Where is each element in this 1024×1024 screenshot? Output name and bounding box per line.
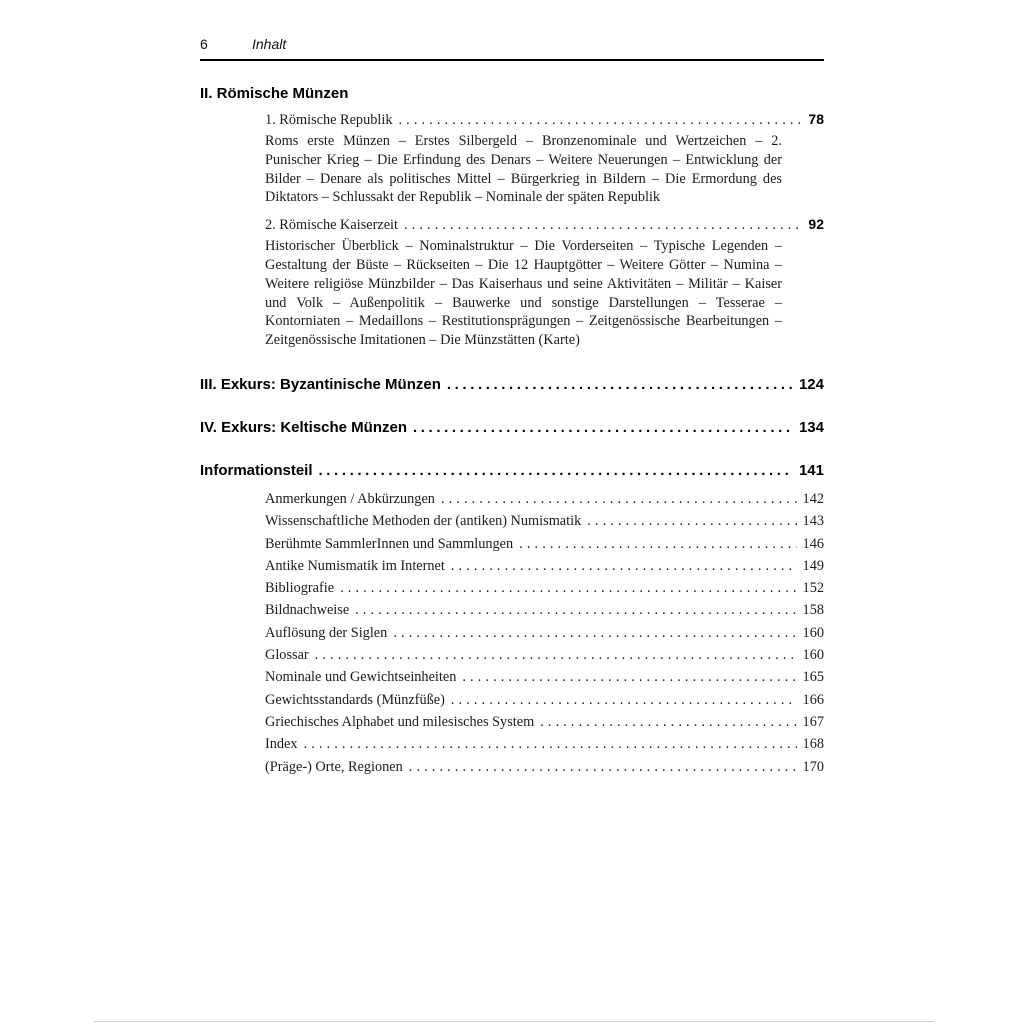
section-title: Informationsteil — [200, 461, 313, 479]
list-item — [265, 689, 824, 711]
dot-leader — [340, 577, 796, 599]
dot-leader — [519, 533, 796, 555]
list-item-page: 170 — [802, 758, 824, 775]
list-item-page: 167 — [802, 713, 824, 730]
list-item — [265, 533, 824, 555]
page-number: 6 — [200, 36, 208, 52]
list-item — [265, 622, 824, 644]
list-item — [265, 488, 824, 510]
list-item-page: 166 — [802, 691, 824, 708]
toc-entry-page: 92 — [808, 216, 824, 233]
dot-leader — [451, 689, 797, 711]
list-item-page: 165 — [802, 669, 824, 686]
list-item-label: Glossar — [265, 647, 309, 664]
dot-leader — [355, 599, 796, 621]
list-item-page: 142 — [802, 490, 824, 507]
list-item-label: Berühmte SammlerInnen und Sammlungen — [265, 535, 514, 552]
list-item — [265, 599, 824, 621]
section-title: III. Exkurs: Byzantinische Münzen — [200, 375, 441, 393]
dot-leader — [462, 666, 796, 688]
section-page: 141 — [798, 461, 824, 479]
page-header — [200, 0, 824, 52]
section-row-celtic — [200, 419, 824, 436]
dot-leader — [413, 419, 793, 436]
toc-content — [200, 0, 824, 778]
toc-entry-roman-empire — [265, 216, 824, 234]
list-item — [265, 555, 824, 577]
section-heading-roman-coins: II. Römische Münzen — [200, 85, 349, 102]
dot-leader — [398, 112, 802, 129]
dot-leader — [404, 217, 802, 234]
list-item-page: 152 — [802, 580, 824, 597]
list-item-label: Nominale und Gewichtseinheiten — [265, 669, 457, 686]
list-item-label: Auflösung der Siglen — [265, 624, 388, 641]
list-item-page: 143 — [802, 513, 824, 530]
list-item-label: Bildnachweise — [265, 602, 350, 619]
header-rule — [200, 59, 824, 61]
toc-entry-title: 1. Römische Republik — [265, 112, 393, 128]
dot-leader — [409, 756, 797, 778]
list-item — [265, 577, 824, 599]
dot-leader — [315, 644, 797, 666]
list-item-label: Antike Numismatik im Internet — [265, 557, 445, 574]
list-item-page: 160 — [802, 647, 824, 664]
list-item — [265, 733, 824, 755]
list-item-page: 160 — [802, 624, 824, 641]
list-item — [265, 666, 824, 688]
list-item-label: Index — [265, 736, 298, 753]
section-page: 124 — [798, 375, 824, 393]
toc-entry-title: 2. Römische Kaiserzeit — [265, 217, 399, 234]
list-item-label: Bibliografie — [265, 580, 335, 597]
list-item-label: Anmerkungen / Abkürzungen — [265, 490, 435, 507]
list-item-label: Griechisches Alphabet und milesisches System — [265, 713, 535, 730]
toc-entry-page: 78 — [808, 111, 824, 127]
list-item-page: 149 — [802, 557, 824, 574]
section-page: 134 — [798, 418, 824, 436]
dot-leader — [319, 462, 793, 479]
dot-leader — [447, 376, 793, 393]
toc-entry-roman-republic — [265, 111, 824, 129]
list-item-label: Gewichtsstandards (Münzfüße) — [265, 691, 445, 708]
list-item — [265, 644, 824, 666]
list-item-label: Wissenschaftliche Methoden der (antiken) Numismatik — [265, 513, 582, 530]
list-item — [265, 711, 824, 733]
dot-leader — [393, 622, 796, 644]
dot-leader — [451, 555, 797, 577]
dot-leader — [540, 711, 796, 733]
list-item-label: (Präge-) Orte, Regionen — [265, 758, 403, 775]
list-item-page: 146 — [802, 535, 824, 552]
dot-leader — [304, 733, 797, 755]
section-row-byzantine — [200, 376, 824, 393]
toc-entry-description-republic: Roms erste Münzen – Erstes Silbergeld – Bronzenominale und Wertzeichen – 2. Punischer Krieg – Die Erfindung des Denars – Weitere Neuerungen – Entwicklung der Bilder – Denare als politisches Mittel – Bürgerkrieg in Bildern – Die Ermordung des Diktators – Schlussakt der Republik – Nominale der späten Republik — [265, 133, 782, 206]
dot-leader — [441, 488, 797, 510]
info-section-list — [200, 488, 824, 778]
toc-entry-description-empire: Historischer Überblick – Nominalstruktur – Die Vorderseiten – Typische Legenden – Gestaltung der Büste – Rückseiten – Die 12 Hauptgötter – Weitere Götter – Numina – Weitere religiöse Münzbilder – Das Kaiserhaus und seine Aktivitäten – Militär – Kaiser und Volk – Außenpolitik – Bauwerke und sonstige Darstellungen – Tesserae – Kontorniaten – Medaillons – Restitutionsprägungen – Zeitgenössische Bearbeitungen – Zeitgenössische Imitationen – Die Münzstätten (Karte) — [265, 238, 782, 349]
list-item-page: 158 — [802, 602, 824, 619]
running-title: Inhalt — [252, 36, 287, 52]
section-title: IV. Exkurs: Keltische Münzen — [200, 418, 408, 436]
list-item-page: 168 — [802, 736, 824, 753]
list-item — [265, 510, 824, 532]
dot-leader — [587, 510, 796, 532]
list-item — [265, 756, 824, 778]
page-bottom-edge — [94, 1021, 934, 1022]
section-row-information — [200, 462, 824, 479]
